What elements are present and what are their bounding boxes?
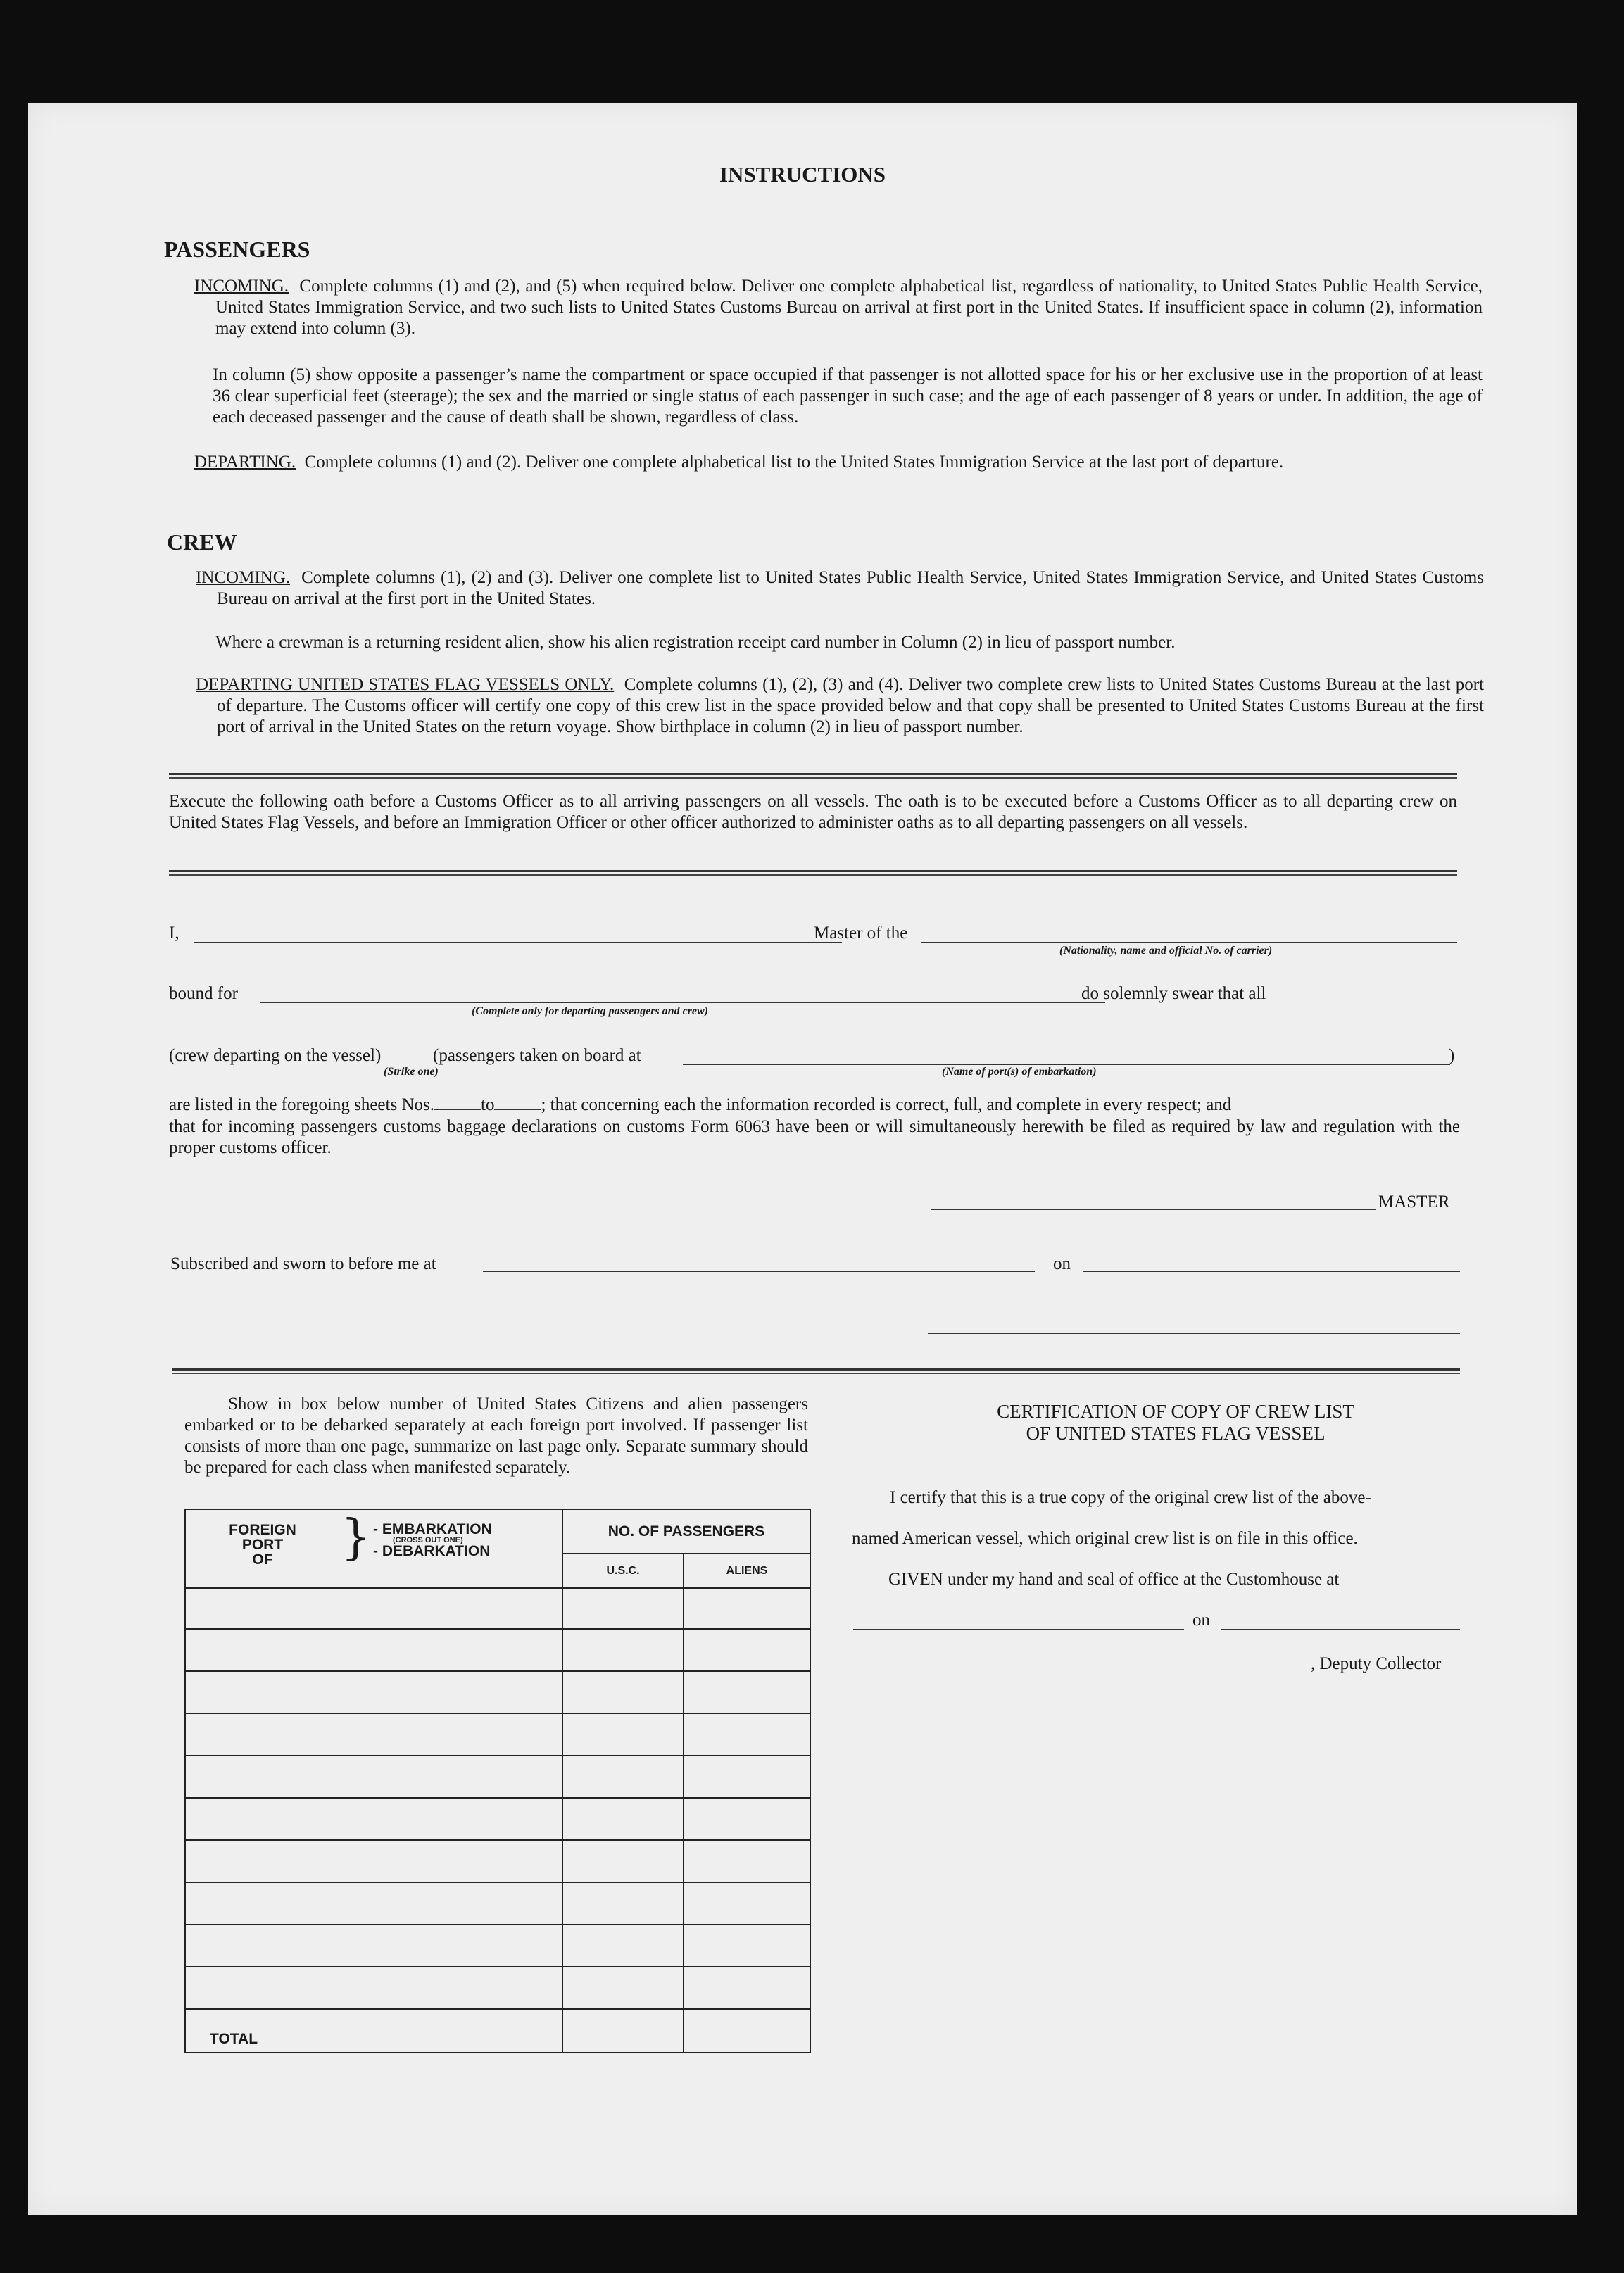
table-row [185,1671,810,1713]
summary-instructions: Show in box below number of United States Citizens and alien passengers embarked or to be debarked separately at each foreign port involved. If passenger list consists of more than one page, summarize on last page only. Separate summary should be prepared for each class when manifested separately. [184,1394,808,1477]
col-of-label: OF [252,1551,273,1568]
passengers-incoming-text: Complete columns (1) and (2), and (5) when required below. Deliver one complete alphabetical list, regardless of nationality, to United States Public Health Service, United States Immigration Service, and two such lists to United States Customs Bureau on arrival at first port in the United States. If insufficient space in column (2), information may extend into column (3). [215,277,1483,338]
table-row [185,1713,810,1756]
passengers-departing-label: DEPARTING. [194,453,296,472]
port-cell[interactable] [185,1967,562,2009]
passengers-heading: PASSENGERS [164,237,310,262]
crew-departing-label: DEPARTING UNITED STATES FLAG VESSELS ONLY. [196,675,615,694]
deputy-collector-label: , Deputy Collector [1311,1654,1442,1673]
certification-heading-2: OF UNITED STATES FLAG VESSEL [1026,1423,1326,1444]
usc-cell[interactable] [562,1882,684,1925]
aliens-cell[interactable] [684,1756,810,1798]
usc-cell[interactable] [562,1671,684,1713]
oath-i-label: I, [169,924,180,943]
aliens-cell[interactable] [684,1882,810,1925]
usc-cell[interactable] [562,1756,684,1798]
port-cell[interactable] [185,1671,562,1713]
port-cell[interactable] [185,1713,562,1756]
table-row [185,1882,810,1925]
debarkation-label[interactable]: - DEBARKATION [373,1543,491,1559]
col-foreign-label: FOREIGN [229,1522,296,1538]
sworn-on-label: on [1053,1254,1071,1273]
listed-suffix: ; that concerning each the information recorded is correct, full, and complete in every respect; and [541,1095,1232,1114]
port-cell[interactable] [185,1882,562,1925]
embarkation-label[interactable]: - EMBARKATION [373,1521,492,1537]
aliens-cell[interactable] [684,1840,810,1882]
no-passengers-header: NO. OF PASSENGERS [562,1509,810,1554]
port-cell[interactable] [185,1588,562,1629]
port-cell[interactable] [185,1925,562,1967]
aliens-total-cell[interactable] [684,2009,810,2053]
sworn-date-field[interactable] [1083,1271,1460,1272]
bottom-divider [172,1368,1460,1374]
cert-on-label: on [1192,1611,1210,1630]
master-name-field[interactable] [194,942,842,943]
aliens-cell[interactable] [684,1798,810,1840]
port-cell[interactable] [185,1756,562,1798]
port-header-cell [185,1509,562,1588]
listed-prefix: are listed in the foregoing sheets Nos. [169,1095,434,1114]
listed-text-2: that for incoming passengers customs baggage declarations on customs Form 6063 have been or will simultaneously herewith be filed as required by law and regulation with the proper customs officer. [169,1117,1460,1157]
usc-total-cell[interactable] [562,2009,684,2053]
port-caption: (Name of port(s) of embarkation) [942,1066,1097,1078]
table-row [185,1588,810,1629]
officer-signature-field[interactable] [928,1333,1460,1334]
oath-divider [169,870,1457,876]
complete-only-caption: (Complete only for departing passengers and crew) [472,1005,708,1017]
crew-incoming-paragraph [196,567,1484,610]
page-title: INSTRUCTIONS [719,162,886,187]
certification-heading-1: CERTIFICATION OF COPY OF CREW LIST [997,1401,1354,1422]
subscribed-label: Subscribed and sworn to before me at [170,1254,436,1273]
brace-icon: } [341,1510,372,1566]
port-cell[interactable] [185,1629,562,1671]
crew-departing-text: Complete columns (1), (2), (3) and (4). Deliver two complete crew lists to United States Customs Bureau at the last port of departure. The Customs officer will certify one copy of this crew list in the space provided below and that copy shall be presented to United States Customs Bureau at the first port of arrival in the United States on the return voyage. Show birthplace in column (2) in lieu of passport number. [217,675,1484,736]
port-cell[interactable] [185,1798,562,1840]
certify-line-2: named American vessel, which original crew list is on file in this office. [852,1529,1358,1548]
crew-departing-paragraph [196,674,1484,738]
section-divider [169,773,1457,779]
usc-cell[interactable] [562,1629,684,1671]
aliens-cell[interactable] [684,1588,810,1629]
usc-cell[interactable] [562,1840,684,1882]
close-paren: ) [1449,1046,1455,1065]
bound-for-label: bound for [169,984,238,1003]
crew-resident-paragraph: Where a crewman is a returning resident alien, show his alien registration receipt card number in Column (2) in lieu of passport number. [215,633,1176,652]
master-label: MASTER [1378,1192,1450,1211]
table-row [185,1967,810,2009]
form-page [28,103,1577,2215]
port-cell[interactable] [185,1840,562,1882]
master-signature-field[interactable] [931,1209,1376,1210]
table-row [185,1840,810,1882]
strike-one-caption: (Strike one) [384,1066,439,1078]
master-of-label: Master of the [814,924,908,943]
table-row [185,1925,810,1967]
table-row [185,1798,810,1840]
crew-incoming-label: INCOMING. [196,568,291,587]
passenger-summary-table [184,1509,811,2053]
aliens-cell[interactable] [684,1671,810,1713]
crew-incoming-text: Complete columns (1), (2) and (3). Deliver one complete list to United States Public Health Service, United States Immigration Service, and United States Customs Bureau on arrival at the first port in the United States. [217,568,1485,608]
usc-cell[interactable] [562,1798,684,1840]
passengers-incoming-paragraph [194,276,1483,339]
port-embarkation-field[interactable] [683,1064,1450,1065]
aliens-cell[interactable] [684,1629,810,1671]
certification-heading [859,1401,1492,1444]
oath-intro: Execute the following oath before a Customs Officer as to all arriving passengers on all vessels. The oath is to be executed before a Customs Officer as to all departing crew on United States Flag Vessels, and before an Immigration Officer or other officer authorized to administer oaths as to all departing passengers on all vessels. [169,792,1457,832]
passengers-taken-option[interactable]: (passengers taken on board at [433,1046,641,1065]
passengers-departing-text: Complete columns (1) and (2). Deliver one complete alphabetical list to the United States Immigration Service at the last port of departure. [304,453,1284,472]
usc-cell[interactable] [562,1967,684,2009]
nationality-caption: (Nationality, name and official No. of carrier) [1059,945,1273,957]
table-row [185,1756,810,1798]
cross-out-label: (CROSS OUT ONE) [393,1536,463,1544]
bound-for-field[interactable] [260,1002,1105,1003]
aliens-cell[interactable] [684,1713,810,1756]
aliens-cell[interactable] [684,1967,810,2009]
usc-cell[interactable] [562,1588,684,1629]
col-port-label: PORT [241,1537,284,1553]
sheet-from-field[interactable] [434,1109,481,1110]
usc-header: U.S.C. [562,1554,684,1588]
listed-line [169,1095,1231,1115]
swear-label: do solemnly swear that all [1081,984,1266,1003]
table-row [185,1629,810,1671]
passengers-departing-paragraph [194,452,1483,473]
passengers-column5-paragraph: In column (5) show opposite a passenger’s name the compartment or space occupied if that passenger is not allotted space for his or her exclusive use in the proportion of at least 36 clear superficial feet (steerage); the sex and the married or single status of each passenger in such case; and the age of each passenger of 8 years or under. In addition, the age of each deceased passenger and the cause of death shall be shown, regardless of class. [213,365,1483,427]
carrier-field[interactable] [921,942,1457,943]
customhouse-field[interactable] [853,1629,1184,1630]
crew-heading: CREW [167,529,237,555]
sheet-to-field[interactable] [494,1109,541,1110]
crew-departing-option[interactable]: (crew departing on the vessel) [169,1046,382,1065]
aliens-header: ALIENS [684,1554,810,1588]
certify-line-1: I certify that this is a true copy of the original crew list of the above- [890,1488,1371,1507]
total-row [185,2009,810,2053]
sworn-place-field[interactable] [483,1271,1035,1272]
cert-date-field[interactable] [1221,1629,1460,1630]
to-label: to [481,1095,495,1114]
passengers-incoming-label: INCOMING. [194,277,289,296]
aliens-cell[interactable] [684,1925,810,1967]
given-line: GIVEN under my hand and seal of office at the Customhouse at [888,1570,1340,1589]
usc-cell[interactable] [562,1713,684,1756]
usc-cell[interactable] [562,1925,684,1967]
total-label: TOTAL [185,2009,562,2053]
